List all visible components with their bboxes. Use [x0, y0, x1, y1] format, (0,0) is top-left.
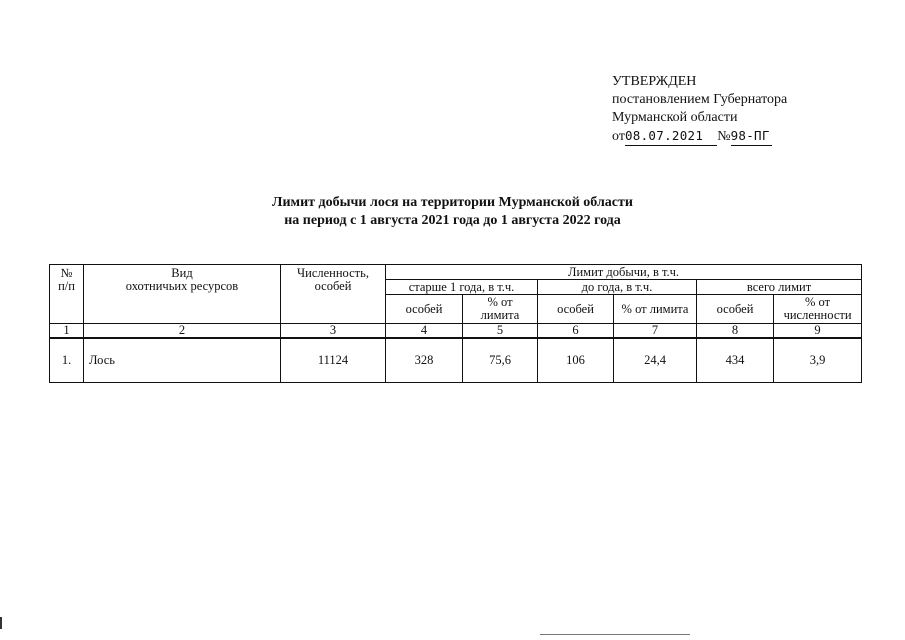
column-number: 8 — [697, 324, 774, 339]
date-prefix: от — [612, 129, 625, 144]
footer-rule — [540, 634, 690, 635]
header-younger-pct: % от лимита — [614, 295, 697, 324]
column-number: 9 — [774, 324, 862, 339]
header-younger: до года, в т.ч. — [538, 280, 697, 295]
column-number: 5 — [463, 324, 538, 339]
header-older-count: особей — [386, 295, 463, 324]
title-line-2: на период с 1 августа 2021 года до 1 августа 2022 года — [284, 213, 621, 228]
decree-number: 98-ПГ — [731, 127, 772, 146]
header-total-pct — [774, 295, 862, 324]
header-total-pct-line1: % от — [804, 295, 831, 309]
header-kind-line2: охотничьих ресурсов — [125, 279, 239, 293]
cell-younger-count: 106 — [538, 338, 614, 383]
header-older-pct-line1: % от — [487, 295, 513, 309]
header-older: старше 1 года, в т.ч. — [386, 280, 538, 295]
header-population-line1: Численность, — [297, 266, 369, 280]
title-line-1: Лимит добычи лося на территории Мурманской области — [272, 195, 633, 210]
column-number: 7 — [614, 324, 697, 339]
header-total-count: особей — [697, 295, 774, 324]
header-kind-line1: Вид — [171, 266, 193, 280]
header-num-line2: п/п — [58, 279, 75, 293]
column-number: 4 — [386, 324, 463, 339]
header-num-line1: № — [60, 266, 73, 280]
cell-older-pct: 75,6 — [463, 338, 538, 383]
header-kind — [84, 265, 281, 324]
column-number: 2 — [84, 324, 281, 339]
cell-total-count: 434 — [697, 338, 774, 383]
hunting-limit-table — [49, 264, 862, 383]
cell-population: 11124 — [281, 338, 386, 383]
header-total: всего лимит — [697, 280, 862, 295]
header-num — [50, 265, 84, 324]
header-older-pct-line2: лимита — [480, 308, 520, 322]
approval-region-line: Мурманской области — [612, 110, 738, 125]
decree-date: 08.07.2021 — [625, 127, 717, 146]
column-number: 6 — [538, 324, 614, 339]
column-number-row — [50, 324, 862, 339]
header-population — [281, 265, 386, 324]
column-number: 1 — [50, 324, 84, 339]
approval-date-line — [612, 127, 787, 146]
header-limit-group: Лимит добычи, в т.ч. — [386, 265, 862, 280]
approval-stamp — [612, 73, 787, 146]
number-prefix: № — [717, 129, 731, 144]
cell-kind: Лось — [84, 338, 281, 383]
document-title — [0, 194, 905, 230]
header-total-pct-line2: численности — [783, 308, 852, 322]
header-population-line2: особей — [314, 279, 352, 293]
scan-edge-mark — [0, 617, 2, 629]
cell-older-count: 328 — [386, 338, 463, 383]
approval-decree-line: постановлением Губернатора — [612, 92, 788, 107]
cell-younger-pct: 24,4 — [614, 338, 697, 383]
header-older-pct — [463, 295, 538, 324]
header-younger-count: особей — [538, 295, 614, 324]
cell-total-pct: 3,9 — [774, 338, 862, 383]
column-number: 3 — [281, 324, 386, 339]
approval-heading: УТВЕРЖДЕН — [612, 74, 697, 89]
table-row — [50, 338, 862, 383]
cell-num: 1. — [50, 338, 84, 383]
